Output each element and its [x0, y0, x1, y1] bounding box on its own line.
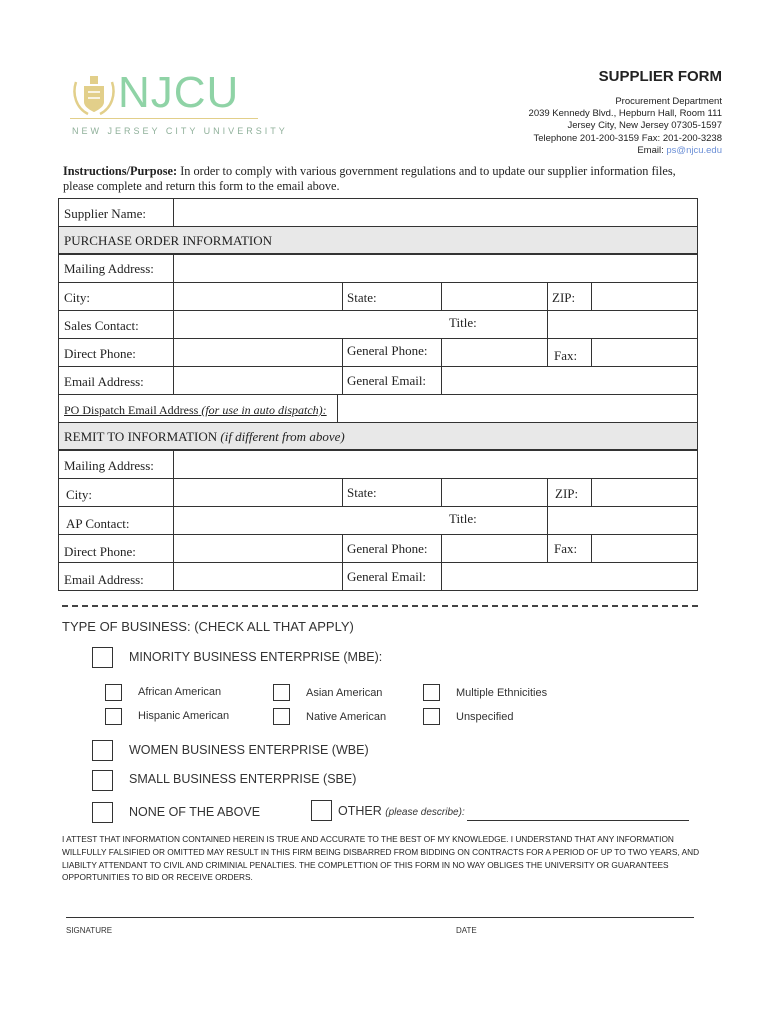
po-dispatch-field[interactable]	[338, 395, 697, 422]
po-zip-field[interactable]	[592, 283, 697, 310]
logo-divider	[70, 118, 258, 119]
po-city-row	[59, 283, 697, 311]
po-fax-field[interactable]	[592, 339, 697, 366]
po-dispatch-label: PO Dispatch Email Address (for use in auto dispatch):	[64, 403, 327, 417]
remit-general-email-label: General Email:	[347, 569, 427, 584]
po-state-label: State:	[347, 290, 377, 305]
po-phone-row	[59, 339, 697, 367]
multiple-ethnicities-checkbox[interactable]	[423, 684, 440, 701]
instructions-text: In order to comply with various government regulations and to update our supplier information files, please complete and return this form to the email above.	[63, 164, 676, 193]
remit-city-field[interactable]	[174, 479, 342, 506]
remit-mailing-field[interactable]	[174, 451, 697, 478]
sbe-checkbox[interactable]	[92, 770, 113, 791]
remit-city-row	[59, 479, 697, 507]
multiple-ethnicities-label: Multiple Ethnicities	[456, 687, 548, 699]
unspecified-label: Unspecified	[456, 711, 514, 723]
dashed-divider	[62, 605, 698, 607]
asian-american-checkbox[interactable]	[273, 684, 290, 701]
remit-mailing-label: Mailing Address:	[64, 458, 154, 473]
address-line: Jersey City, New Jersey 07305-1597	[567, 120, 722, 132]
remit-email-row	[59, 563, 697, 591]
hispanic-american-label: Hispanic American	[138, 710, 230, 722]
instructions	[63, 164, 708, 193]
signature-label: SIGNATURE	[66, 926, 113, 935]
remit-direct-phone-label: Direct Phone:	[64, 544, 136, 559]
remit-ap-contact-label: AP Contact:	[66, 516, 130, 531]
po-zip-label: ZIP:	[552, 290, 576, 305]
asian-american-label: Asian American	[306, 687, 383, 699]
po-direct-phone-field[interactable]	[174, 339, 342, 366]
business-type-heading: TYPE OF BUSINESS: (CHECK ALL THAT APPLY)	[62, 619, 354, 634]
po-mailing-field[interactable]	[174, 255, 697, 282]
other-label: OTHER (please describe):	[338, 804, 465, 818]
none-label: NONE OF THE ABOVE	[129, 805, 261, 819]
attestation-text: I ATTEST THAT INFORMATION CONTAINED HEREIN IS TRUE AND ACCURATE TO THE BEST OF MY KNOWLEDGE. I UNDERSTAND THAT ANY INFORMATION WILLFULLY FALSIFIED OR OMITTED MAY RESULT IN THIS FIRM BEING DISBARRED FROM BIDDING ON CONTRACTS FOR A PERIOD OF UP TO TWO YEARS, AND LIABILTY ATTENDANT TO CIVIL AND CRIMINIAL PENALTIES. THE COMPLETTION OF THIS FORM IN NO WAY OBLIGES THE UNIVERSITY OR GUARANTEES OPPORTUNITIES TO BID OR RECEIVE ORDERS.	[62, 834, 700, 883]
remit-general-phone-field[interactable]	[442, 535, 547, 562]
supplier-name-field[interactable]	[174, 199, 697, 226]
wbe-label: WOMEN BUSINESS ENTERPRISE (WBE)	[129, 743, 369, 757]
po-general-email-field[interactable]	[442, 367, 697, 394]
logo-text: NJCU	[118, 68, 240, 117]
po-email-row	[59, 367, 697, 395]
remit-ap-contact-field[interactable]	[174, 507, 447, 534]
remit-section-title: REMIT TO INFORMATION (if different from above)	[64, 429, 345, 444]
supplier-name-label: Supplier Name:	[64, 206, 146, 221]
remit-state-field[interactable]	[442, 479, 547, 506]
remit-direct-phone-field[interactable]	[174, 535, 342, 562]
email-label: Email:	[637, 144, 664, 156]
unspecified-checkbox[interactable]	[423, 708, 440, 725]
remit-general-email-field[interactable]	[442, 563, 697, 590]
po-section-title: PURCHASE ORDER INFORMATION	[64, 233, 273, 248]
mbe-checkbox[interactable]	[92, 647, 113, 668]
remit-mailing-row	[59, 451, 697, 479]
po-fax-label: Fax:	[554, 348, 578, 363]
po-title-field[interactable]	[548, 311, 697, 338]
address-line: 2039 Kennedy Blvd., Hepburn Hall, Room 111	[528, 108, 722, 120]
po-general-phone-label: General Phone:	[347, 343, 428, 358]
other-description-field[interactable]	[467, 820, 689, 821]
african-american-label: African American	[138, 686, 222, 698]
signature-line[interactable]	[66, 917, 694, 918]
remit-general-phone-label: General Phone:	[347, 541, 428, 556]
native-american-checkbox[interactable]	[273, 708, 290, 725]
njcu-seal-icon	[70, 72, 118, 118]
po-state-field[interactable]	[442, 283, 547, 310]
email-line	[529, 145, 722, 157]
form-title: SUPPLIER FORM	[598, 68, 722, 85]
remit-email-field[interactable]	[174, 563, 342, 590]
date-label: DATE	[456, 926, 477, 935]
po-title-label: Title:	[449, 315, 477, 330]
other-checkbox[interactable]	[311, 800, 332, 821]
remit-contact-row	[59, 507, 697, 535]
po-city-label: City:	[64, 290, 91, 305]
po-section-header	[59, 227, 697, 255]
address-line: Telephone 201-200-3159 Fax: 201-200-3238	[533, 132, 722, 144]
remit-phone-row	[59, 535, 697, 563]
po-mailing-label: Mailing Address:	[64, 261, 154, 276]
po-direct-phone-label: Direct Phone:	[64, 346, 136, 361]
logo-subtitle: NEW JERSEY CITY UNIVERSITY	[72, 126, 288, 136]
remit-city-label: City:	[66, 487, 93, 502]
po-dispatch-row	[59, 395, 697, 423]
po-email-field[interactable]	[174, 367, 342, 394]
po-city-field[interactable]	[174, 283, 342, 310]
remit-section-header	[59, 423, 697, 451]
po-sales-contact-field[interactable]	[174, 311, 447, 338]
remit-title-label: Title:	[449, 511, 477, 526]
supplier-name-row	[59, 199, 697, 227]
mbe-label: MINORITY BUSINESS ENTERPRISE (MBE):	[129, 650, 383, 664]
po-general-email-label: General Email:	[347, 373, 427, 388]
remit-zip-label: ZIP:	[555, 486, 579, 501]
address-block	[529, 96, 722, 157]
po-mailing-row	[59, 255, 697, 283]
remit-fax-field[interactable]	[592, 535, 697, 562]
remit-state-label: State:	[347, 485, 377, 500]
email-link[interactable]: ps@njcu.edu	[666, 144, 722, 156]
po-contact-row	[59, 311, 697, 339]
remit-fax-label: Fax:	[554, 541, 578, 556]
po-general-phone-field[interactable]	[442, 339, 547, 366]
address-line: Procurement Department	[615, 96, 722, 107]
remit-title-field[interactable]	[548, 507, 697, 534]
remit-zip-field[interactable]	[592, 479, 697, 506]
native-american-label: Native American	[306, 711, 387, 723]
african-american-checkbox[interactable]	[105, 684, 122, 701]
po-sales-contact-label: Sales Contact:	[64, 318, 139, 333]
remit-email-label: Email Address:	[64, 572, 144, 587]
hispanic-american-checkbox[interactable]	[105, 708, 122, 725]
wbe-checkbox[interactable]	[92, 740, 113, 761]
none-checkbox[interactable]	[92, 802, 113, 823]
supplier-info-table	[58, 198, 698, 591]
instructions-label: Instructions/Purpose:	[63, 164, 178, 178]
sbe-label: SMALL BUSINESS ENTERPRISE (SBE)	[129, 772, 357, 786]
po-email-label: Email Address:	[64, 374, 144, 389]
